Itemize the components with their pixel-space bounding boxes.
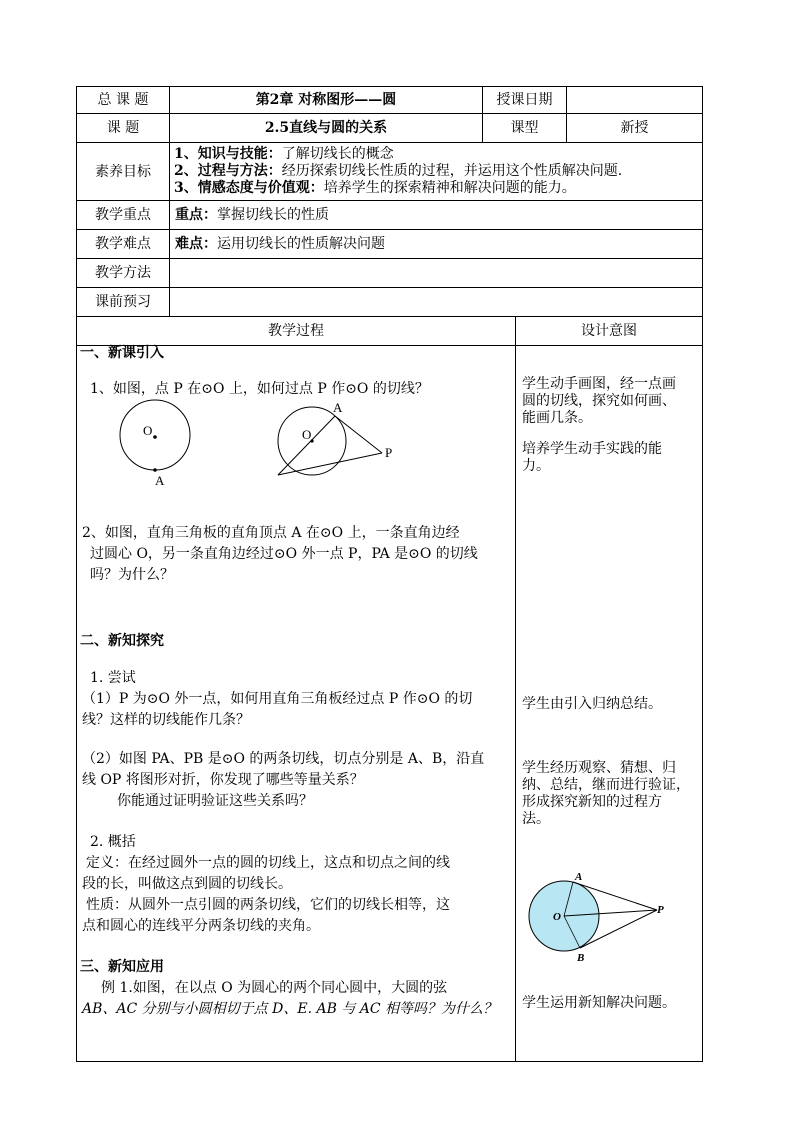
goals-list: [174, 146, 699, 197]
point-a: [153, 468, 157, 472]
keypoint-label: 教学重点: [95, 207, 151, 223]
intent-4: 学生经历观察、猜想、归 纳、总结，继而进行验证， 形成探究新知的过程方 法。: [522, 760, 690, 827]
definition-line2: 段的长，叫做这点到圆的切线长。: [82, 876, 292, 892]
goal-item: 3、情感态度与价值观：培养学生的探索精神和解决问题的能力。: [174, 180, 576, 196]
section-intro-title: 一、新课引入: [80, 345, 164, 361]
line-ap: [335, 416, 382, 453]
try-title: 1. 尝试: [90, 670, 136, 686]
goal-item: 2、过程与方法：经历探索切线长性质的过程，并运用这个性质解决问题.: [174, 163, 623, 179]
section-explore-title: 二、新知探究: [80, 633, 164, 649]
lesson-label: 课 题: [106, 120, 140, 136]
try-2-line1: （2）如图 PA、PB 是⊙O 的两条切线，切点分别是 A、B，沿直: [82, 751, 485, 767]
date-value: [567, 87, 702, 113]
difficulty-value: 难点： 运用切线长的性质解决问题: [175, 236, 385, 252]
topic-label: 总 课 题: [97, 92, 149, 108]
question-1: 1、如图，点 P 在⊙O 上，如何过点 P 作⊙O 的切线？: [90, 381, 429, 397]
method-label: 教学方法: [95, 265, 151, 281]
property-line2: 点和圆心的连线平分两条切线的夹角。: [82, 918, 320, 934]
figure-tangent-lines: [525, 868, 675, 968]
fig2-label-a: A: [333, 400, 343, 415]
goals-label: 素养目标: [95, 163, 151, 180]
question-2-line2: 过圆心 O，另一条直角边经过⊙O 外一点 P，PA 是⊙O 的切线: [90, 546, 478, 562]
example-line1: 例 1.如图，在以点 O 为圆心的两个同心圆中，大圆的弦: [101, 980, 448, 996]
goal-item: 1、知识与技能：了解切线长的概念: [174, 146, 394, 162]
figure-circle-point: [112, 392, 202, 487]
line-ao: [278, 416, 335, 475]
example-line2: AB、AC 分别与小圆相切于点 D、E. AB 与 AC 相等吗？为什么？: [82, 1001, 498, 1017]
preview-label: 课前预习: [95, 294, 151, 310]
date-label: 授课日期: [496, 92, 553, 108]
intent-5: 学生运用新知解决问题。: [522, 995, 676, 1011]
process-col-right: 设计意图: [581, 323, 637, 339]
try-1-line1: （1）P 为⊙O 外一点，如何用直角三角板经过点 P 作⊙O 的切: [82, 691, 473, 707]
question-2-line1: 2、如图，直角三角板的直角顶点 A 在⊙O 上，一条直角边经: [82, 525, 460, 541]
section-apply-title: 三、新知应用: [80, 959, 164, 975]
difficulty-label: 教学难点: [95, 236, 151, 252]
intent-1: 学生动手画图，经一点画 圆的切线，探究如何画、 能画几条。: [522, 376, 676, 426]
intent-2: 培养学生动手实践的能 力。: [522, 441, 662, 474]
fig3-label-a: A: [575, 871, 583, 883]
fig1-label-a: A: [155, 473, 165, 487]
topic-value: 第2章 对称图形——圆: [255, 92, 397, 108]
fig2-label-o: O: [302, 427, 312, 442]
fig3-label-b: B: [577, 952, 585, 964]
type-value: 新授: [620, 120, 649, 136]
lesson-value: 2.5直线与圆的关系: [264, 120, 388, 136]
fig2-label-p: P: [385, 445, 393, 460]
definition-line1: 定义：在经过圆外一点的圆的切线上，这点和切点之间的线: [86, 855, 450, 871]
circle-shape: [120, 400, 190, 470]
summary-title: 2. 概括: [90, 834, 136, 850]
question-2-line3: 吗？为什么？: [90, 567, 174, 583]
fig3-label-p: P: [657, 904, 664, 916]
try-1-line2: 线？这样的切线能作几条？: [82, 712, 250, 728]
keypoint-value: 重点： 掌握切线长的性质: [175, 207, 329, 223]
fig1-label-o: O: [143, 423, 153, 438]
figure-triangle-circle: [268, 396, 398, 482]
fig3-label-o: O: [553, 911, 561, 923]
property-line1: 性质：从圆外一点引圆的两条切线，它们的切线长相等，这: [86, 897, 450, 913]
process-col-left: 教学过程: [268, 323, 324, 339]
try-2-line2: 线 OP 将图形对折，你发现了哪些等量关系？: [82, 772, 364, 788]
type-label: 课型: [510, 120, 539, 136]
try-2-line3: 你能通过证明验证这些关系吗？: [117, 793, 313, 809]
line-p-base: [278, 453, 382, 475]
intent-3: 学生由引入归纳总结。: [522, 696, 662, 712]
center-point: [153, 435, 157, 439]
